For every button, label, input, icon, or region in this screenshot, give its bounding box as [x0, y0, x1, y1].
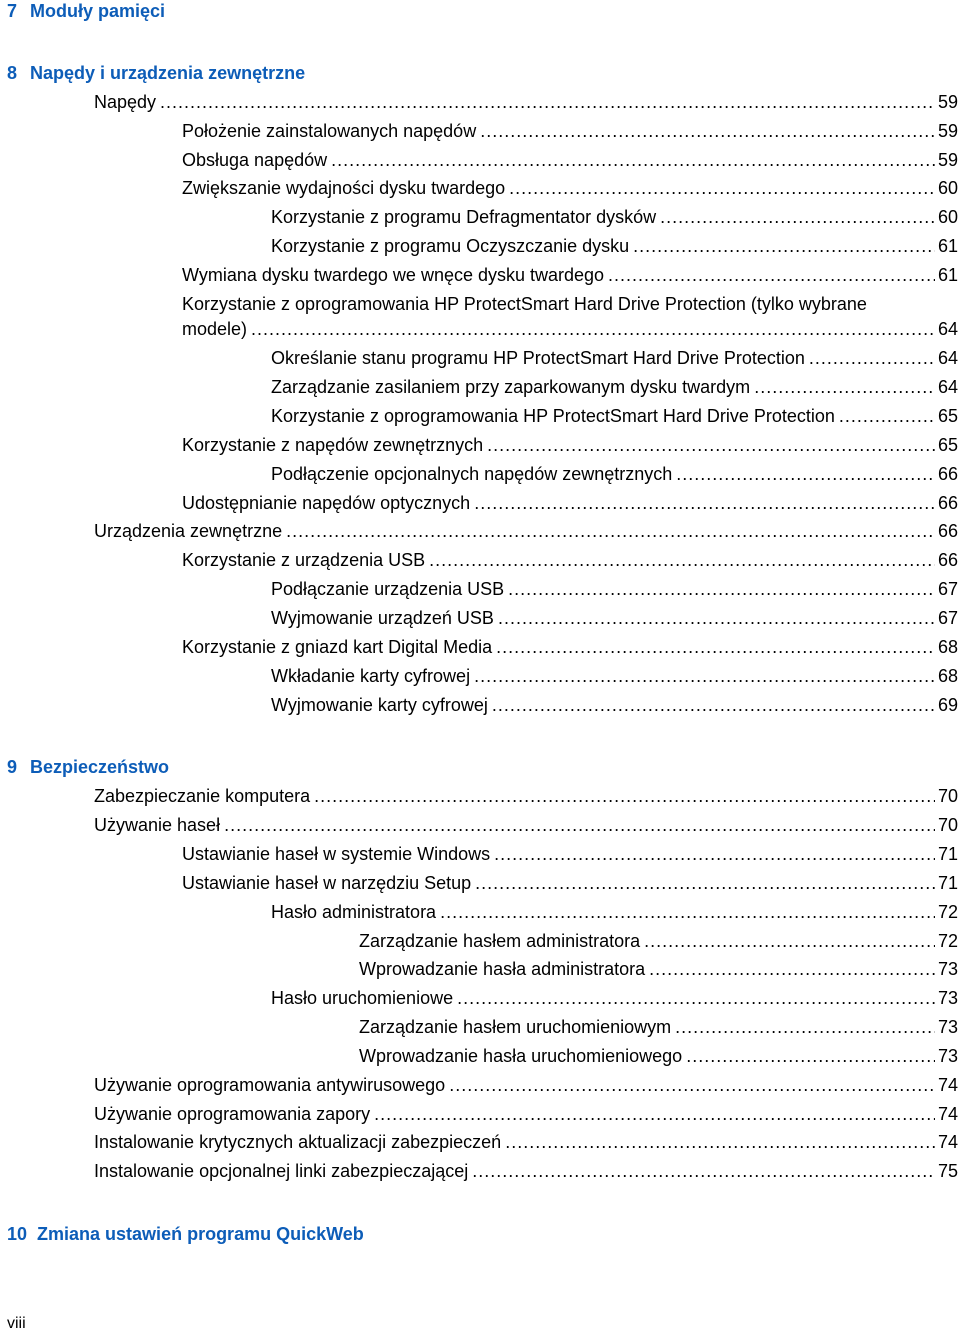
toc-entry-title: Zabezpieczanie komputera: [94, 786, 311, 806]
dot-leader: [374, 1103, 935, 1125]
page-number-ref: 67: [937, 608, 958, 628]
toc-entry[interactable]: [271, 607, 958, 629]
toc-entry-title: Zarządzanie hasłem administratora: [359, 931, 641, 951]
toc-entry-title: Zarządzanie hasłem uruchomieniowym: [359, 1017, 672, 1037]
toc-entry-title: Hasło uruchomieniowe: [271, 988, 454, 1008]
toc-entry-title: Zwiększanie wydajności dysku twardego: [182, 178, 506, 198]
toc-entry[interactable]: [271, 665, 958, 687]
toc-entry[interactable]: [94, 785, 958, 807]
toc-entry[interactable]: [359, 1045, 958, 1067]
toc-entry-title: Korzystanie z gniazd kart Digital Media: [182, 637, 493, 657]
toc-entry[interactable]: [182, 492, 958, 514]
toc-entry-title: Podłączanie urządzenia USB: [271, 579, 505, 599]
page-number-ref: 64: [937, 319, 958, 339]
page-number-ref: 74: [937, 1132, 958, 1152]
chapter-heading[interactable]: [7, 62, 305, 84]
toc-entry[interactable]: [182, 549, 958, 571]
toc-entry-title: Wyjmowanie karty cyfrowej: [271, 695, 488, 715]
page-number-ref: 66: [937, 493, 958, 513]
dot-leader: [498, 607, 935, 629]
chapter-heading[interactable]: [7, 1223, 364, 1245]
page-number-ref: 67: [937, 579, 958, 599]
toc-entry-title: Napędy: [94, 92, 157, 112]
dot-leader: [224, 814, 935, 836]
dot-leader: [676, 463, 935, 485]
toc-entry-title: Zarządzanie zasilaniem przy zaparkowanym dysku twardym: [271, 377, 751, 397]
toc-entry-title: Podłączenie opcjonalnych napędów zewnętrznych: [271, 464, 673, 484]
dot-leader: [608, 264, 935, 286]
toc-entry-title: Używanie haseł: [94, 815, 221, 835]
toc-entry[interactable]: [271, 347, 958, 369]
page-number-ref: 68: [937, 637, 958, 657]
toc-entry-title: Określanie stanu programu HP ProtectSmart Hard Drive Protection: [271, 348, 805, 368]
dot-leader: [160, 91, 935, 113]
page-number-ref: 74: [937, 1104, 958, 1124]
toc-entry-title: Położenie zainstalowanych napędów: [182, 121, 477, 141]
page-number-ref: 65: [937, 406, 958, 426]
dot-leader: [686, 1045, 935, 1067]
page-number-ref: 69: [937, 695, 958, 715]
toc-entry-title: Wkładanie karty cyfrowej: [271, 666, 471, 686]
toc-entry[interactable]: [271, 376, 958, 398]
dot-leader: [331, 149, 935, 171]
chapter-title: Zmiana ustawień programu QuickWeb: [37, 1224, 364, 1244]
chapter-heading[interactable]: [7, 0, 165, 22]
page-number-ref: 71: [937, 844, 958, 864]
dot-leader: [286, 520, 935, 542]
toc-entry[interactable]: [94, 1103, 958, 1125]
toc-entry-title: Używanie oprogramowania antywirusowego: [94, 1075, 446, 1095]
page-number-ref: 64: [937, 348, 958, 368]
toc-entry[interactable]: [94, 1160, 958, 1182]
toc-entry[interactable]: [271, 578, 958, 600]
page-number-ref: 65: [937, 435, 958, 455]
page-number-ref: 68: [937, 666, 958, 686]
chapter-title: Bezpieczeństwo: [30, 757, 170, 777]
dot-leader: [251, 318, 935, 340]
page-number-ref: 60: [937, 178, 958, 198]
toc-entry[interactable]: [94, 1131, 958, 1153]
dot-leader: [633, 235, 935, 257]
toc-entry[interactable]: [182, 177, 958, 199]
dot-leader: [480, 120, 935, 142]
page-number-ref: 59: [937, 121, 958, 141]
dot-leader: [839, 405, 935, 427]
toc-entry-title[interactable]: Korzystanie z oprogramowania HP ProtectSmart Hard Drive Protection (tylko wybrane: [182, 294, 867, 314]
toc-entry[interactable]: [94, 814, 958, 836]
chapter-number: 8: [7, 63, 18, 83]
dot-leader: [809, 347, 935, 369]
page-number-ref: 70: [937, 815, 958, 835]
page-number-ref: 61: [937, 265, 958, 285]
page-number-ref: 66: [937, 521, 958, 541]
toc-entry[interactable]: [182, 318, 958, 340]
page-number-ref: 64: [937, 377, 958, 397]
dot-leader: [505, 1131, 935, 1153]
dot-leader: [494, 843, 935, 865]
toc-entry-title: Wprowadzanie hasła uruchomieniowego: [359, 1046, 683, 1066]
page-number-ref: 70: [937, 786, 958, 806]
page-number-ref: 66: [937, 550, 958, 570]
dot-leader: [314, 785, 935, 807]
dot-leader: [644, 930, 935, 952]
page-number-ref: 66: [937, 464, 958, 484]
toc-entry[interactable]: [271, 235, 958, 257]
toc-entry[interactable]: [271, 405, 958, 427]
toc-entry[interactable]: [271, 463, 958, 485]
chapter-number: 9: [7, 757, 18, 777]
toc-entry[interactable]: [271, 206, 958, 228]
toc-entry[interactable]: [182, 120, 958, 142]
dot-leader: [475, 872, 935, 894]
page-number: viii: [7, 1315, 26, 1332]
dot-leader: [440, 901, 935, 923]
page-number-ref: 60: [937, 207, 958, 227]
page-number-ref: 59: [937, 150, 958, 170]
toc-entry-title: Ustawianie haseł w systemie Windows: [182, 844, 491, 864]
toc-entry-title: Obsługa napędów: [182, 150, 328, 170]
chapter-title: Napędy i urządzenia zewnętrzne: [30, 63, 306, 83]
toc-entry-title: Urządzenia zewnętrzne: [94, 521, 283, 541]
chapter-title: Moduły pamięci: [30, 1, 166, 21]
toc-entry[interactable]: [94, 1074, 958, 1096]
toc-entry-title: Instalowanie krytycznych aktualizacji zabezpieczeń: [94, 1132, 502, 1152]
toc-entry[interactable]: [182, 434, 958, 456]
toc-entry[interactable]: [271, 694, 958, 716]
dot-leader: [487, 434, 935, 456]
dot-leader: [660, 206, 935, 228]
toc-entry[interactable]: [271, 987, 958, 1009]
dot-leader: [649, 958, 935, 980]
dot-leader: [449, 1074, 935, 1096]
toc-entry-title: Korzystanie z napędów zewnętrznych: [182, 435, 484, 455]
toc-entry-title: Wyjmowanie urządzeń USB: [271, 608, 494, 628]
toc-entry[interactable]: [182, 636, 958, 658]
dot-leader: [474, 492, 935, 514]
toc-entry-title: Ustawianie haseł w narzędziu Setup: [182, 873, 472, 893]
toc-entry-title: Instalowanie opcjonalnej linki zabezpieczającej: [94, 1161, 469, 1181]
page-number-ref: 72: [937, 902, 958, 922]
page-number-ref: 72: [937, 931, 958, 951]
toc-entry[interactable]: [359, 958, 958, 980]
page-number-ref: 73: [937, 988, 958, 1008]
dot-leader: [509, 177, 935, 199]
toc-entry-title: Korzystanie z programu Oczyszczanie dysku: [271, 236, 630, 256]
page-number-ref: 73: [937, 1017, 958, 1037]
page-number-ref: 73: [937, 1046, 958, 1066]
toc-entry[interactable]: [182, 264, 958, 286]
dot-leader: [429, 549, 935, 571]
page-number-ref: 73: [937, 959, 958, 979]
toc-entry-title: Korzystanie z urządzenia USB: [182, 550, 426, 570]
chapter-heading[interactable]: [7, 756, 169, 778]
page-number-ref: 71: [937, 873, 958, 893]
toc-entry[interactable]: [359, 1016, 958, 1038]
dot-leader: [754, 376, 935, 398]
toc-entry-title: Wprowadzanie hasła administratora: [359, 959, 646, 979]
dot-leader: [675, 1016, 935, 1038]
page-number-ref: 74: [937, 1075, 958, 1095]
toc-entry-title-continued: modele): [182, 319, 248, 339]
dot-leader: [508, 578, 935, 600]
toc-entry-title: Używanie oprogramowania zapory: [94, 1104, 371, 1124]
toc-entry[interactable]: [359, 930, 958, 952]
dot-leader: [474, 665, 935, 687]
toc-entry[interactable]: [182, 872, 958, 894]
dot-leader: [492, 694, 935, 716]
dot-leader: [472, 1160, 935, 1182]
toc-entry-title: Korzystanie z oprogramowania HP ProtectSmart Hard Drive Protection: [271, 406, 835, 426]
toc-entry[interactable]: [94, 520, 958, 542]
chapter-number: 7: [7, 1, 18, 21]
toc-entry[interactable]: [182, 843, 958, 865]
toc-entry-title: Wymiana dysku twardego we wnęce dysku twardego: [182, 265, 605, 285]
page-number-ref: 75: [937, 1161, 958, 1181]
toc-entry-title: Korzystanie z programu Defragmentator dysków: [271, 207, 657, 227]
chapter-number: 10: [7, 1224, 28, 1244]
toc-entry-title: Hasło administratora: [271, 902, 437, 922]
dot-leader: [457, 987, 935, 1009]
toc-entry[interactable]: [94, 91, 958, 113]
toc-entry-title: Udostępnianie napędów optycznych: [182, 493, 471, 513]
toc-entry[interactable]: [182, 149, 958, 171]
page-number-ref: 59: [937, 92, 958, 112]
page-number-ref: 61: [937, 236, 958, 256]
dot-leader: [496, 636, 935, 658]
toc-entry[interactable]: [271, 901, 958, 923]
